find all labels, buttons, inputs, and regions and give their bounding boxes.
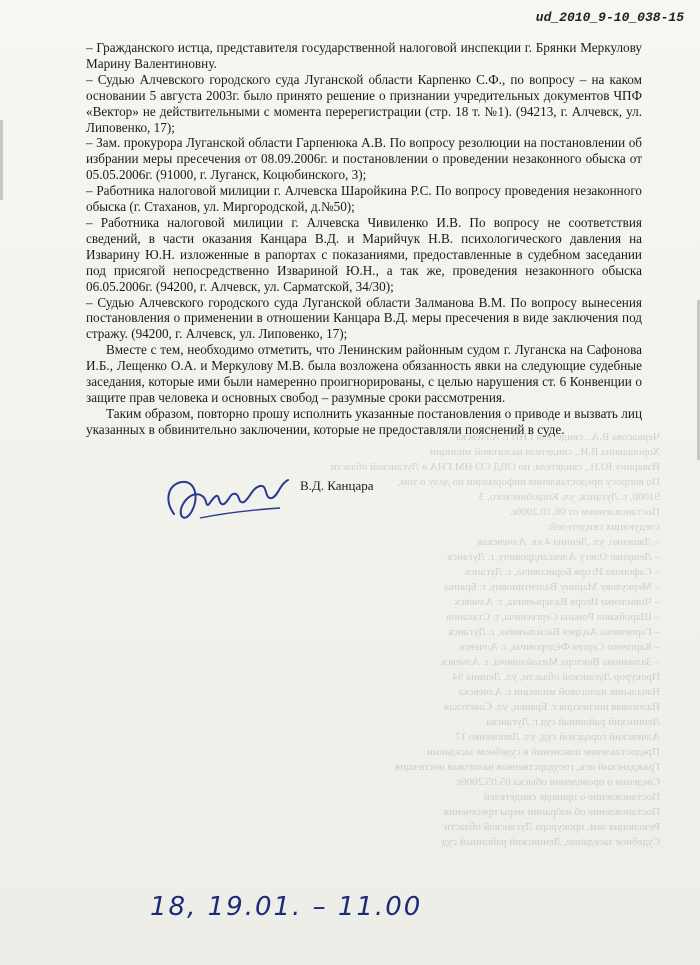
paragraph-request: Таким образом, повторно прошу исполнить указанные постановления о приводе и вызвать лиц указанных в обвинительно заключении, которые не предоставляли пояснений в суде. [86,405,642,437]
document-body [86,40,642,438]
show-through-text: Черкасова В.А., свидетеля ГНИ г. Алчевска Хорошавина В.И., свидетеля налоговой милиции Изварину Ю.Н., свидетеля, по ОВД СО НМ ГНА в Луганской области По вопросу предоставления информации по делу о том, 91000, г. Луганск, ул. Коцюбинского, 3 Постановлением от 06.10.2006г. следующих свидетелей: – Ляшенко, ул. Ленина 4 кв. Алчевская – Лещенко Олегу Александровичу, г. Луганск – Сафонова Игоря Борисовича, г. Луганск – Меркулову Марину Валентиновну, г. Брянка – Чивиленко Игоря Валерьевича, г. Алчевск – Шаройкина Романа Сергеевича, г. Стаханов – Гарпенюка Андрея Васильевича, г. Луганск – Карпенко Сергея Фёдоровича, г. Алчевск – Залманова Виктора Михайловича, г. Алчевск Прокурор Луганской области, ул. Ленина 94 Начальник налоговой милиции г. Алчевска Налоговая инспекция г. Брянки, ул. Советская Ленинский районный суд г. Луганска Алчевский городской суд, ул. Липовенко 17 Предоставление пояснений в судебном заседании Гражданский иск, государственная налоговая инспекция Сведения о проведении обыска 05.05.2006г. Постановление о приводе свидетелей Постановление об избрании меры пресечения Резолюция зам. прокурора Луганской области Судебное заседание, Ленинский районный суд [330,431,660,848]
paragraph-officer-sharoykin: – Работника налоговой милиции г. Алчевска Шаройкина Р.С. По вопросу проведения незаконного обыска (г. Стаханов, ул. Миргородской, д.№50); [86,183,642,215]
signatory-name: В.Д. Канцара [300,478,374,493]
paragraph-judge-zalmanov: – Судью Алчевского городского суда Луганской области Залманова В.М. По вопросу вынесения постановления о применении в отношении Канцара В.Д. меры пресечения в виде заключения под стражу. (94200, г. Алчевск, ул. Липовенко, 17); [86,294,642,342]
paragraph-witness-merkulova: – Гражданского истца, представителя государственной налоговой инспекции г. Брянки Меркулову Марину Валентиновну. [86,40,642,71]
handwritten-note: 18, 19.01. – 11.00 [150,892,423,922]
document-id: ud_2010_9-10_038-15 [535,10,684,25]
edge-shadow [0,120,3,200]
paragraph-officer-chivilenko: – Работника налоговой милиции г. Алчевска Чивиленко И.В. По вопросу не соответствия сведений, в части оказания Канцара В.Д. и Марийчук Н.В. психологического давления на Изварину Ю.Н. изложенные в рапортах с показаниями, предоставленные в судебном заседании под присягой непосредственно Извариной Ю.Н., а так же, проведения незаконного обыска 06.05.2006г. (94200, г. Алчевск, ул. Сарматской, 34/30); [86,214,642,294]
signature-block [160,470,500,530]
paragraph-prosecutor-garpenyuk: – Зам. прокурора Луганской области Гарпенюка А.В. По вопросу резолюции на постановлении об избрании меры пресечения от 08.09.2006г. и постановлении о проведении незаконного обыска от 05.05.2006г. (91000, г. Луганск, Коцюбинского, 3); [86,135,642,183]
paragraph-judge-karpenko: – Судью Алчевского городского суда Луганской области Карпенко С.Ф., по вопросу – на каком основании 5 августа 2003г. было принято решение о признании учредительных документов ЧПФ «Вектор» не действительными с момента перерегистрации (стр. 18 т. №1). (94213, г. Алчевск, ул. Липовенко, 17); [86,71,642,135]
paragraph-conclusion: Вместе с тем, необходимо отметить, что Ленинским районным судом г. Луганска на Сафонова И.Б., Лещенко О.А. и Меркулову М.В. была возложена обязанность явки на следующие судебные заседания, которые ими были намеренно проигнорированы, с целью нарушения ст. 6 Конвенции о защите прав человека и основных свобод – разумные сроки рассмотрения. [86,342,642,405]
signature-scribble [160,470,300,530]
